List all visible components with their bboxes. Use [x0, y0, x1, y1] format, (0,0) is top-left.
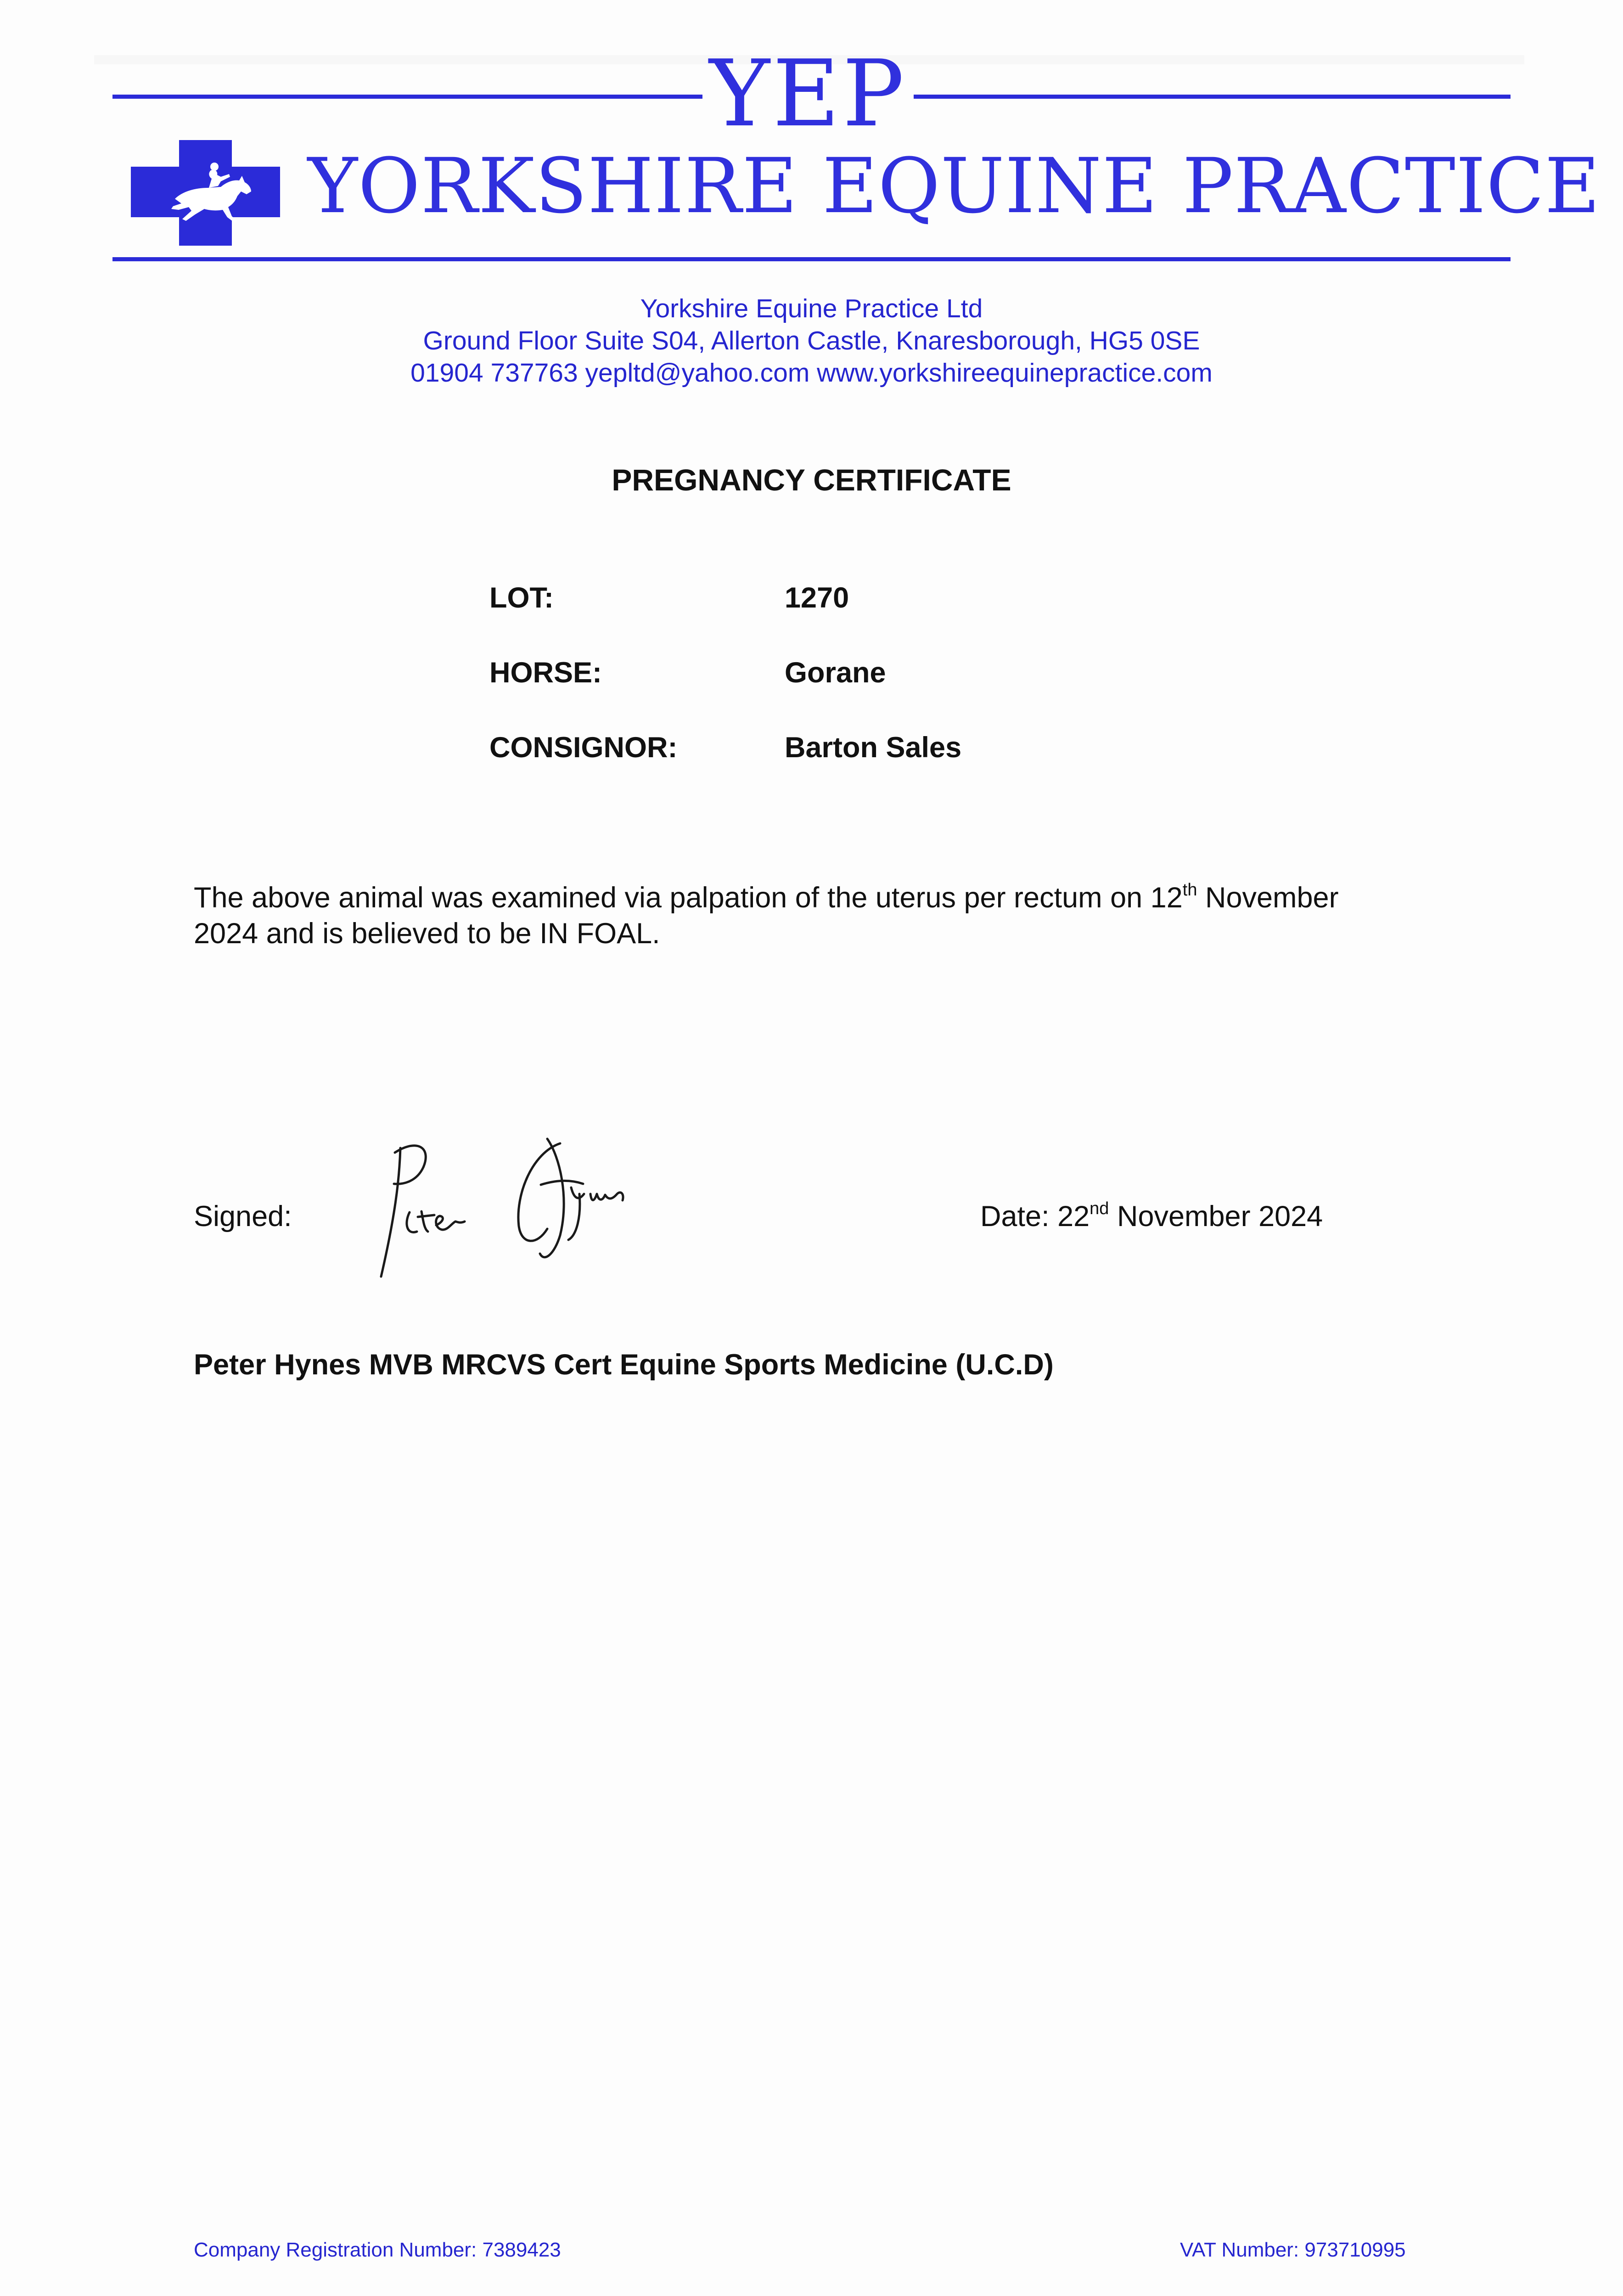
- statement-text: The above animal was examined via palpation of the uterus per rectum on 12: [194, 882, 1183, 914]
- company-name: Yorkshire Equine Practice Ltd: [640, 294, 983, 323]
- field-value-consignor: Barton Sales: [785, 732, 962, 764]
- header-rule-top-right: [914, 95, 1511, 99]
- handwritten-signature: [367, 1125, 680, 1286]
- header-rule-top-left: [112, 95, 702, 99]
- field-label-lot: LOT:: [489, 582, 554, 614]
- date-prefix: Date: 22: [980, 1200, 1090, 1232]
- company-address: Ground Floor Suite S04, Allerton Castle, Knaresborough, HG5 0SE: [423, 326, 1200, 355]
- field-label-consignor: CONSIGNOR:: [489, 732, 678, 764]
- field-label-horse: HORSE:: [489, 657, 602, 689]
- vat-number: VAT Number: 973710995: [1180, 2239, 1406, 2261]
- statement-ordinal: th: [1182, 880, 1197, 900]
- date-suffix: November 2024: [1109, 1200, 1323, 1232]
- logo-yep-text: YEP: [709, 40, 907, 147]
- page-title: PREGNANCY CERTIFICATE: [612, 463, 1011, 497]
- company-registration-number: Company Registration Number: 7389423: [194, 2239, 561, 2261]
- statement-line-1: [194, 879, 1339, 916]
- company-contact: 01904 737763 yepltd@yahoo.com www.yorkshireequinepractice.com: [410, 358, 1213, 388]
- statement-month: November: [1197, 882, 1339, 914]
- signatory-name: Peter Hynes MVB MRCVS Cert Equine Sports Medicine (U.C.D): [194, 1349, 1054, 1381]
- field-value-horse: Gorane: [785, 657, 886, 689]
- header-rule-bottom: [112, 257, 1511, 261]
- equine-cross-logo-icon: [131, 140, 280, 246]
- logo-practice-name: YORKSHIRE EQUINE PRACTICE: [308, 142, 1601, 230]
- field-value-lot: 1270: [785, 582, 849, 614]
- date-ordinal: nd: [1089, 1199, 1109, 1218]
- certificate-date: [980, 1198, 1323, 1235]
- statement-line-2: 2024 and is believed to be IN FOAL.: [194, 917, 660, 950]
- signed-label: Signed:: [194, 1200, 292, 1232]
